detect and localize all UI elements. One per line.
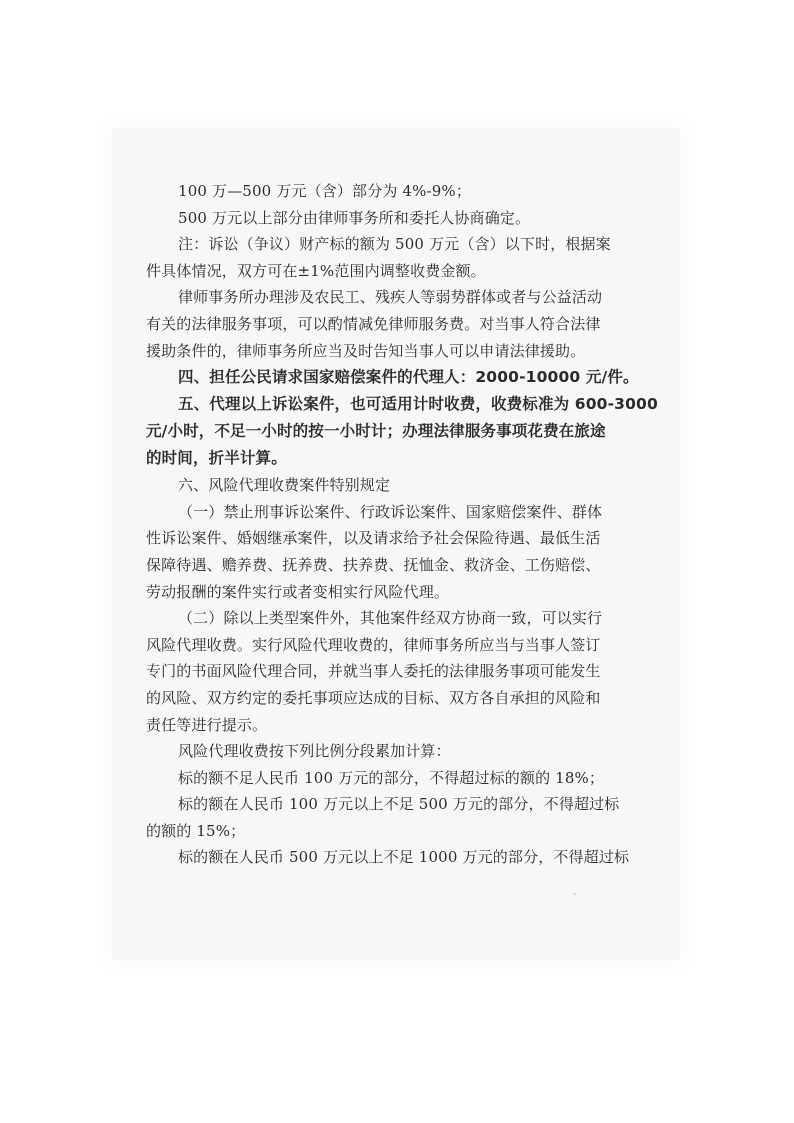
text-line: 的额的 15%； — [146, 821, 246, 840]
text-line: （一）禁止刑事诉讼案件、行政诉讼案件、国家赔偿案件、群体 — [178, 502, 603, 521]
paragraph-note — [146, 231, 640, 284]
text-line: 注：诉讼（争议）财产标的额为 500 万元（含）以下时，根据案 — [178, 235, 611, 254]
text-line: 件具体情况，双方可在±1%范围内调整收费金额。 — [146, 261, 486, 280]
paragraph-calc-intro — [178, 738, 640, 765]
text-line: 标的额在人民币 500 万元以上不足 1000 万元的部分，不得超过标 — [178, 848, 630, 867]
text-line: 律师事务所办理涉及农民工、残疾人等弱势群体或者与公益活动 — [178, 288, 603, 307]
text-line: 性诉讼案件、婚姻继承案件，以及请求给予社会保险待遇、最低生活 — [146, 529, 601, 548]
text-line: 五、代理以上诉讼案件，也可适用计时收费，收费标准为 600-3000 — [178, 395, 658, 414]
text-line: 保障待遇、赡养费、抚养费、扶养费、抚恤金、救济金、工伤赔偿、 — [146, 555, 601, 574]
section-five — [146, 391, 658, 472]
document-body — [146, 178, 658, 871]
section-six-heading — [178, 472, 640, 499]
text-line: 责任等进行提示。 — [146, 715, 268, 734]
paragraph-fee-reduction — [146, 284, 640, 364]
paragraph-tier-1 — [178, 765, 640, 792]
paragraph-allowed-cases — [146, 605, 640, 738]
text-line: 六、风险代理收费案件特别规定 — [178, 476, 391, 495]
paragraph-fee-100-500 — [178, 178, 640, 205]
text-line: 风险代理收费。实行风险代理收费的，律师事务所应当与当事人签订 — [146, 635, 601, 654]
text-line: 的时间，折半计算。 — [146, 449, 287, 468]
text-line: 劳动报酬的案件实行或者变相实行风险代理。 — [146, 582, 450, 601]
text-line: （二）除以上类型案件外，其他案件经双方协商一致，可以实行 — [178, 609, 603, 628]
text-line: 500 万元以上部分由律师事务所和委托人协商确定。 — [178, 208, 531, 227]
text-line: 标的额不足人民币 100 万元的部分，不得超过标的额的 18%； — [178, 768, 605, 787]
text-line: 四、担任公民请求国家赔偿案件的代理人：2000-10000 元/件。 — [178, 368, 639, 387]
text-line: 100 万—500 万元（含）部分为 4%-9%； — [178, 182, 471, 200]
text-line: 援助条件的，律师事务所应当及时告知当事人可以申请法律援助。 — [146, 341, 586, 360]
text-line: 风险代理收费按下列比例分段累加计算： — [178, 742, 451, 761]
seal-trace-mark: ˇ — [572, 893, 577, 904]
paragraph-tier-2 — [146, 791, 640, 844]
text-line: 专门的书面风险代理合同，并就当事人委托的法律服务事项可能发生 — [146, 662, 601, 681]
paragraph-prohibited-cases — [146, 499, 640, 605]
text-line: 标的额在人民币 100 万元以上不足 500 万元的部分，不得超过标 — [178, 795, 620, 814]
text-line: 有关的法律服务事项，可以酌情减免律师服务费。对当事人符合法律 — [146, 314, 601, 333]
text-line: 的风险、双方约定的委托事项应达成的目标、双方各自承担的风险和 — [146, 688, 601, 707]
text-line: 元/小时，不足一小时的按一小时计；办理法律服务事项花费在旅途 — [146, 422, 606, 441]
section-four-heading — [178, 364, 640, 391]
paragraph-tier-3 — [178, 844, 640, 871]
paragraph-fee-above-500 — [178, 205, 640, 232]
